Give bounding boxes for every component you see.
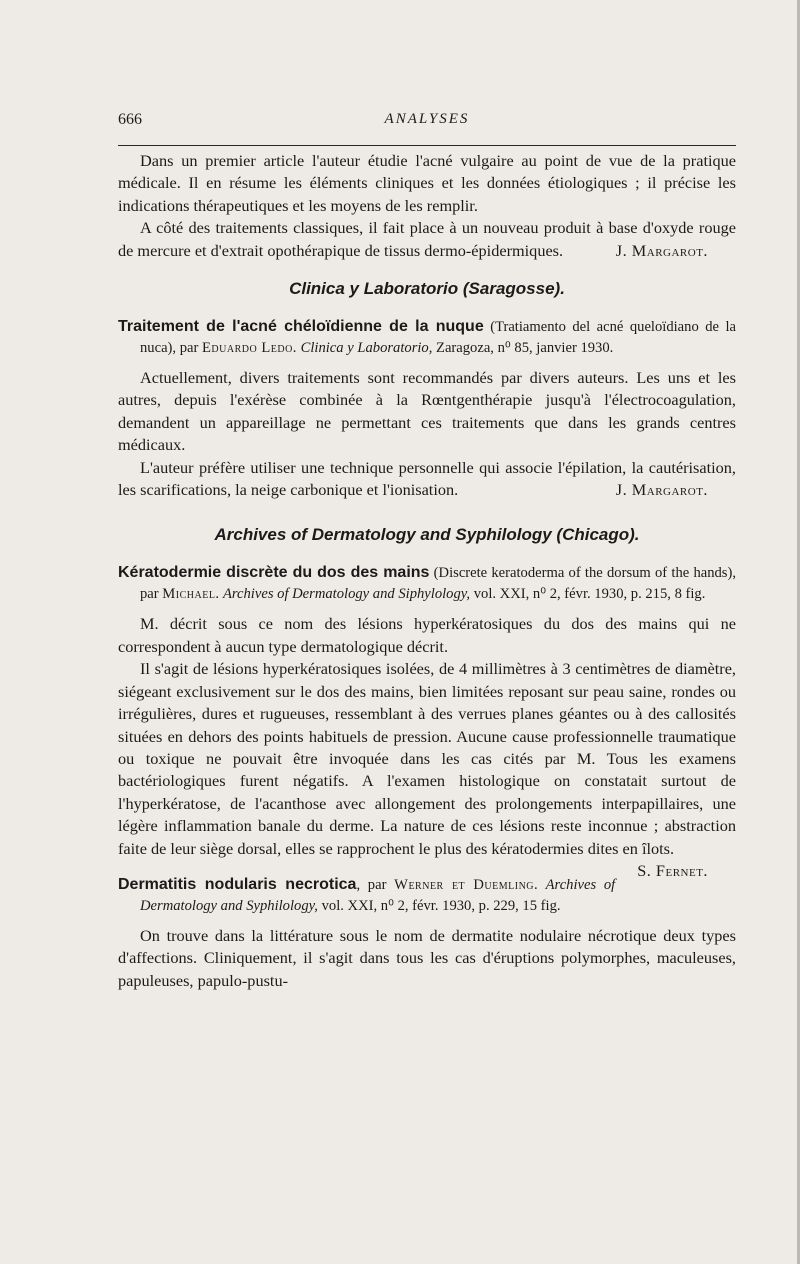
article-reference-acne	[118, 316, 736, 359]
ref-journal-acne: Clinica y Laboratorio,	[296, 340, 433, 357]
keratodermie-paragraph-1: M. décrit sous ce nom des lésions hyperkératosiques du dos des mains qui ne correspondent à aucun type dermatologique décrit.	[118, 614, 736, 656]
acne-signature: J. Margarot.	[615, 480, 708, 500]
page-content	[118, 150, 736, 992]
ref-prefix-dermatitis: , par	[356, 876, 395, 893]
journal-heading-clinica: Clinica y Laboratorio (Saragosse).	[289, 279, 565, 299]
author-keratodermie: Michael.	[162, 586, 220, 603]
dermatitis-paragraph-1: On trouve dans la littérature sous le nom de dermatite nodulaire nécrotique deux types d'affections. Cliniquement, il s'agit dans tous les cas d'éruptions polymorphes, maculeuses, papuleuses, papulo-pustu-	[118, 925, 736, 990]
keratodermie-signature: S. Fernet.	[637, 860, 708, 880]
page-number: 666	[118, 111, 142, 128]
intro-paragraph-1: Dans un premier article l'auteur étudie l'acné vulgaire au point de vue de la pratique médicale. Il en résume les éléments cliniques et les données étiologiques ; il précise les indications thérapeutiques et les moyens de les remplir.	[118, 151, 736, 215]
author-dermatitis: Werner et Duemling.	[394, 876, 539, 893]
keratodermie-paragraph-2-text: Il s'agit de lésions hyperkératosiques isolées, de 4 millimètres à 3 centimètres de diamètre, siégeant exclusivement sur le dos des mains, bien limitées reposant sur peau saine, rondes ou irrégulières, dures et rugueuses, ressemblant à des verrues planes géantes ou à des callosités situées en dehors des points habituels de pression. Aucune cause professionnelle traumatique ou toxique ne pouvait être invoquée dans les cas cités par M. Tous les examens bactériologiques furent négatifs. A l'examen histologique on constatait surtout de l'hyperkératose, de l'acanthose avec allongement des prolongements interpapillaires, une légère inflammation banale du derme. La nature de ces lésions reste inconnue ; abstraction faite de leur siège dorsal, elles se rapprochent le plus des kératodermies dites en îlots.	[118, 659, 736, 858]
ref-journal-keratodermie: Archives of Dermatology and Siphylology,	[219, 586, 471, 603]
author-acne: Eduardo Ledo.	[202, 340, 297, 357]
ref-prefix-keratodermie: (Discrete keratoderma of the dorsum of the hands), par	[140, 565, 736, 603]
ref-suffix-keratodermie: vol. XXI, n⁰ 2, févr. 1930, p. 215, 8 fig.	[470, 586, 706, 603]
article-title-dermatitis: Dermatitis nodularis necrotica	[118, 875, 357, 893]
acne-paragraph-1: Actuellement, divers traitements sont recommandés par divers auteurs. Les uns et les autres, depuis l'exérèse combinée à la Rœntgenthérapie jusqu'à l'électrocoagulation, demandent un appareillage ne permettant ces traitements que dans les grands centres médicaux.	[118, 368, 736, 455]
intro-signature: J. Margarot.	[615, 240, 708, 260]
acne-paragraph-2-text: L'auteur préfère utiliser une technique personnelle qui associe l'épilation, la cautérisation, les scarifications, la neige carbonique et l'ionisation.	[118, 457, 736, 500]
ref-suffix-dermatitis: vol. XXI, n⁰ 2, févr. 1930, p. 229, 15 fig.	[317, 897, 561, 914]
article-title-acne: Traitement de l'acné chéloïdienne de la nuque	[118, 318, 484, 336]
ref-journal-dermatitis: Archives of Dermatology and Syphilology,	[140, 876, 616, 914]
article-title-keratodermie: Kératodermie discrète du dos des mains	[118, 564, 430, 582]
header-rule	[118, 145, 736, 146]
page-header	[118, 111, 736, 133]
intro-paragraph-2-text: A côté des traitements classiques, il fait place à un nouveau produit à base d'oxyde rouge de mercure et d'extrait opothérapique de tissus dermo-épidermiques.	[118, 218, 736, 260]
ref-prefix-acne: (Tratiamento del acné queloïdiano de la nuca), par	[140, 319, 736, 357]
running-title: ANALYSES	[384, 111, 470, 127]
ref-suffix-acne: Zaragoza, n⁰ 85, janvier 1930.	[432, 340, 614, 357]
journal-heading-archives: Archives of Dermatology and Syphilology (Chicago).	[214, 525, 640, 545]
acne-paragraph-2	[118, 457, 736, 502]
intro-paragraph-2	[118, 217, 736, 262]
keratodermie-paragraph-2	[118, 658, 736, 880]
article-reference-keratodermie	[118, 562, 736, 605]
